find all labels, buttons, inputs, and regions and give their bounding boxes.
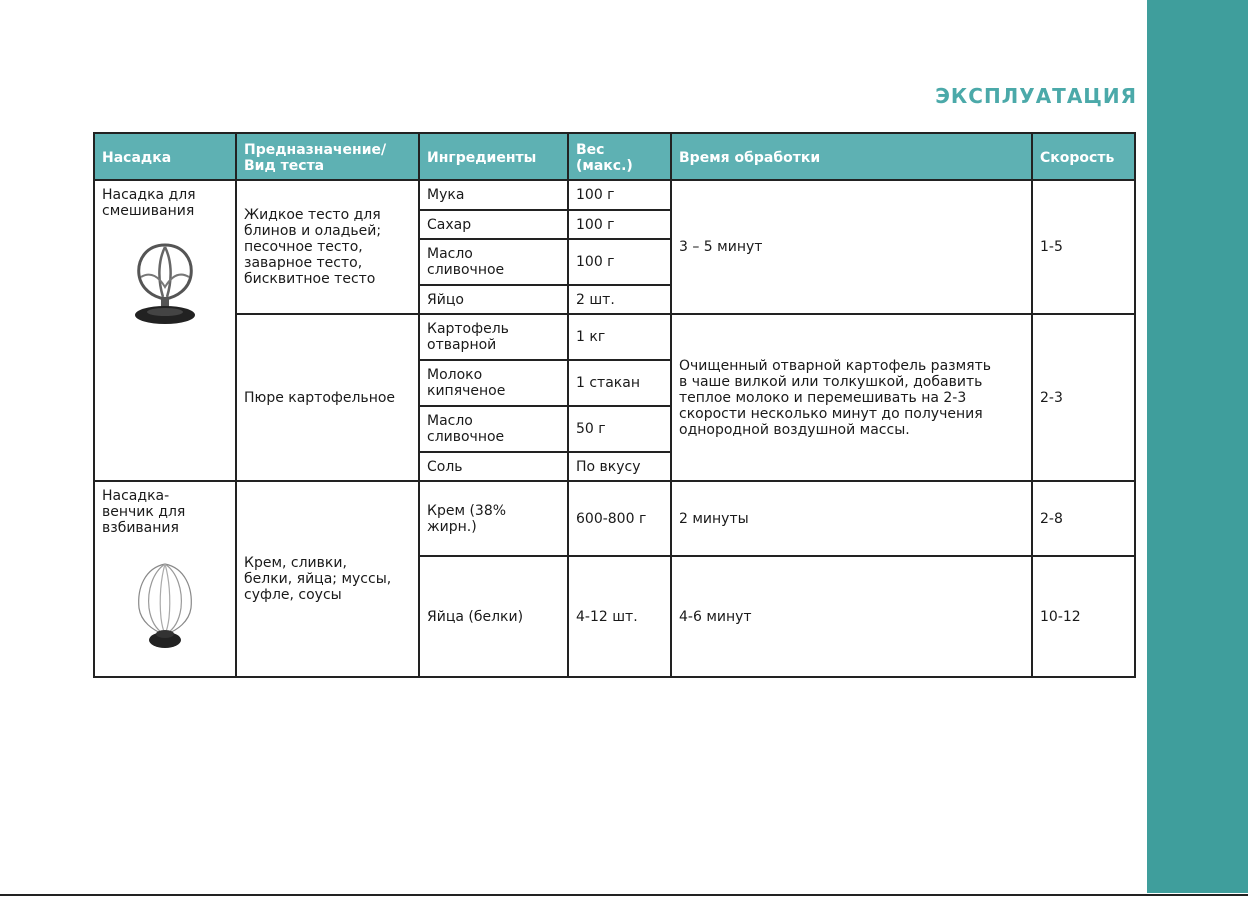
time-cell: Очищенный отварной картофель размять в чаше вилкой или толкушкой, добавить теплое молоко и перемешивать на 2-3 скорости несколько минут до получения однородной воздушной массы.: [671, 314, 1032, 481]
table-row: [94, 314, 1135, 360]
weight-cell: 100 г: [568, 180, 671, 210]
weight-cell: 4-12 шт.: [568, 556, 671, 677]
weight-cell: 600-800 г: [568, 481, 671, 556]
header-purpose: Предназначение/ Вид теста: [236, 133, 419, 180]
header-ingredients: Ингредиенты: [419, 133, 568, 180]
ingredient-cell: Яйцо: [419, 285, 568, 314]
mixing-beater-icon: [129, 237, 201, 329]
table-row: [94, 481, 1135, 556]
table-header-row: [94, 133, 1135, 180]
ingredient-cell: Яйца (белки): [419, 556, 568, 677]
weight-cell: По вкусу: [568, 452, 671, 481]
ingredient-cell: Масло сливочное: [419, 239, 568, 285]
weight-cell: 100 г: [568, 210, 671, 239]
speed-cell: 2-3: [1032, 314, 1135, 481]
speed-cell: 1-5: [1032, 180, 1135, 314]
ingredient-cell: Крем (38% жирн.): [419, 481, 568, 556]
ingredient-cell: Сахар: [419, 210, 568, 239]
purpose-cell: Крем, сливки, белки, яйца; муссы, суфле, соусы: [236, 481, 419, 677]
side-accent-bar: [1147, 0, 1248, 893]
weight-cell: 100 г: [568, 239, 671, 285]
section-title: ЭКСПЛУАТАЦИЯ: [935, 84, 1137, 108]
header-speed: Скорость: [1032, 133, 1135, 180]
ingredient-cell: Мука: [419, 180, 568, 210]
time-cell: 3 – 5 минут: [671, 180, 1032, 314]
ingredient-cell: Картофель отварной: [419, 314, 568, 360]
weight-cell: 1 стакан: [568, 360, 671, 406]
weight-cell: 1 кг: [568, 314, 671, 360]
bottom-rule: [0, 894, 1248, 896]
header-weight: Вес (макс.): [568, 133, 671, 180]
weight-cell: 2 шт.: [568, 285, 671, 314]
ingredient-cell: Масло сливочное: [419, 406, 568, 452]
speed-cell: 2-8: [1032, 481, 1135, 556]
purpose-cell: Пюре картофельное: [236, 314, 419, 481]
attachment-cell-mixing: [94, 180, 236, 481]
table-row: [94, 180, 1135, 210]
ingredient-cell: Соль: [419, 452, 568, 481]
time-cell: 2 минуты: [671, 481, 1032, 556]
header-attachment: Насадка: [94, 133, 236, 180]
header-time: Время обработки: [671, 133, 1032, 180]
attachment-label: Насадка для смешивания: [102, 187, 196, 219]
ingredient-cell: Молоко кипяченое: [419, 360, 568, 406]
attachment-cell-whisk: [94, 481, 236, 677]
attachment-label: Насадка- венчик для взбивания: [102, 488, 186, 536]
usage-table: [93, 132, 1136, 678]
speed-cell: 10-12: [1032, 556, 1135, 677]
time-cell: 4-6 минут: [671, 556, 1032, 677]
weight-cell: 50 г: [568, 406, 671, 452]
whisk-icon: [133, 558, 197, 658]
purpose-cell: Жидкое тесто для блинов и оладьей; песочное тесто, заварное тесто, бисквитное тесто: [236, 180, 419, 314]
